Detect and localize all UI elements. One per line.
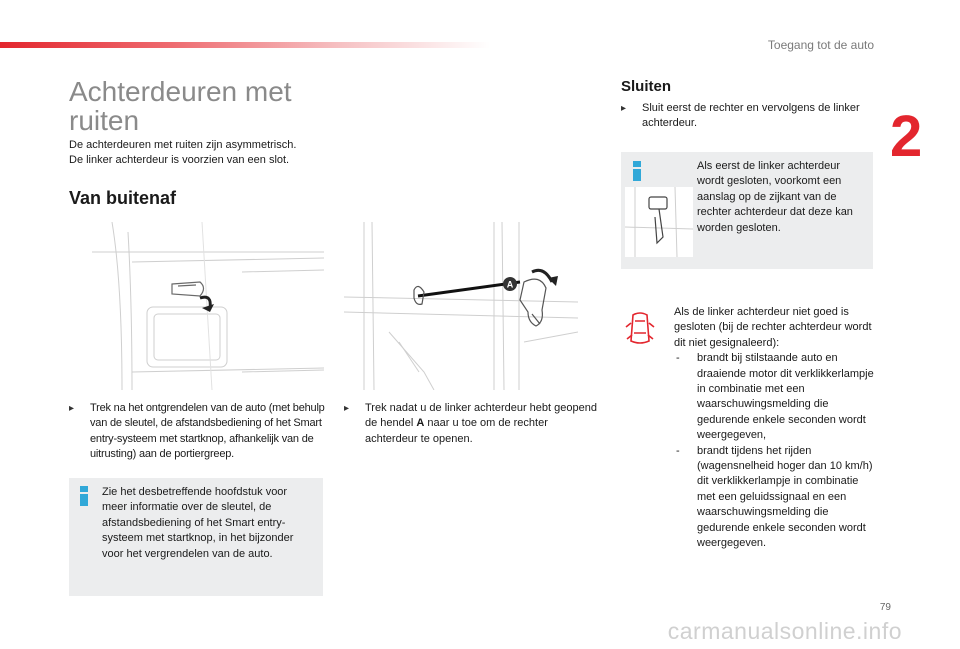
watermark: carmanualsonline.info bbox=[667, 618, 902, 644]
info-text: Zie het desbetreffende hoofdstuk voor meer informatie over de sleutel, de afstandsbediening of het Smart entry-systeem met startknop, in het bijzonder voor het vergrendelen van de auto. bbox=[102, 486, 294, 560]
step-outside-unlock bbox=[69, 401, 325, 463]
bullet-arrow-icon: ▸ bbox=[344, 403, 350, 414]
chapter-number: 2 bbox=[890, 104, 923, 169]
step-text: Sluit eerst de rechter en vervolgens de linker achterdeur. bbox=[642, 102, 860, 130]
step-open-right-door bbox=[344, 401, 603, 447]
warning-list bbox=[674, 351, 874, 551]
info-icon bbox=[633, 161, 641, 181]
intro-line: De achterdeuren met ruiten zijn asymmetrisch. bbox=[69, 139, 297, 151]
bullet-arrow-icon: ▸ bbox=[69, 403, 74, 414]
lever-letter: A bbox=[416, 417, 425, 430]
info-icon bbox=[80, 486, 88, 506]
step-text-after: naar u toe om de rechter achterdeur te openen. bbox=[365, 417, 548, 445]
list-item: - brandt bij stilstaande auto en draaiende motor dit verklikkerlampje in combinatie met een waarschuwingsmelding die gedurende enkele seconden wordt weergegeven, bbox=[676, 352, 874, 442]
page-number: 79 bbox=[879, 602, 891, 613]
warning-intro: Als de linker achterdeur niet goed is gesloten (bij de rechter achterdeur wordt dit niet gesignaleerd): bbox=[674, 306, 872, 349]
step-close-doors bbox=[621, 101, 877, 132]
subheading-closing: Sluiten bbox=[621, 78, 672, 95]
inner-lever-illustration bbox=[344, 222, 578, 390]
info-text: Als eerst de linker achterdeur wordt gesloten, voorkomt een aanslag op de zijkant van de rechter achterdeur dat deze kan worden gesloten. bbox=[697, 160, 853, 234]
figure-door-handle bbox=[92, 222, 324, 390]
info-box-key-reference bbox=[69, 478, 323, 596]
list-item: - brandt tijdens het rijden (wagensnelheid hoger dan 10 km/h) dit verklikkerlampje in combinatie met een geluidssignaal en een waarschuwingsmelding die gedurende enkele seconden wordt weergegeven. bbox=[676, 444, 873, 550]
door-stop-illustration bbox=[625, 187, 693, 257]
subheading-outside: Van buitenaf bbox=[69, 188, 177, 208]
door-stop-thumbnail bbox=[625, 187, 693, 257]
callout-label-a: A bbox=[506, 279, 514, 290]
bullet-arrow-icon: ▸ bbox=[621, 103, 627, 114]
list-item-text: brandt tijdens het rijden (wagensnelheid hoger dan 10 km/h) dit verklikkerlampje in combinatie met een geluidssignaal en een waarschuwingsmelding die gedurende enkele seconden wordt weergegeven. bbox=[697, 444, 873, 550]
warning-text bbox=[674, 305, 874, 552]
list-item-text: brandt bij stilstaande auto en draaiende motor dit verklikkerlampje in combinatie met een waarschuwingsmelding die gedurende enkele seconden wordt weergegeven, bbox=[697, 352, 874, 442]
door-open-warning-icon bbox=[625, 311, 655, 347]
step-text-before: Trek nadat u de linker achterdeur hebt geopend de hendel bbox=[365, 402, 597, 430]
header-accent-bar bbox=[0, 42, 490, 48]
step-text: Trek na het ontgrendelen van de auto (met behulp van de sleutel, de afstandsbediening of het Smart entry-systeem met startknop, afhankelijk van de uitrusting) aan de portiergreep. bbox=[90, 402, 325, 461]
door-handle-illustration bbox=[92, 222, 324, 390]
intro-line: De linker achterdeur is voorzien van een slot. bbox=[69, 154, 290, 166]
figure-inner-lever bbox=[344, 222, 578, 390]
section-title: Toegang tot de auto bbox=[767, 38, 874, 52]
page-title: Achterdeuren met ruiten bbox=[69, 76, 292, 136]
info-box-closing-order bbox=[621, 152, 873, 269]
intro-text bbox=[69, 138, 359, 168]
